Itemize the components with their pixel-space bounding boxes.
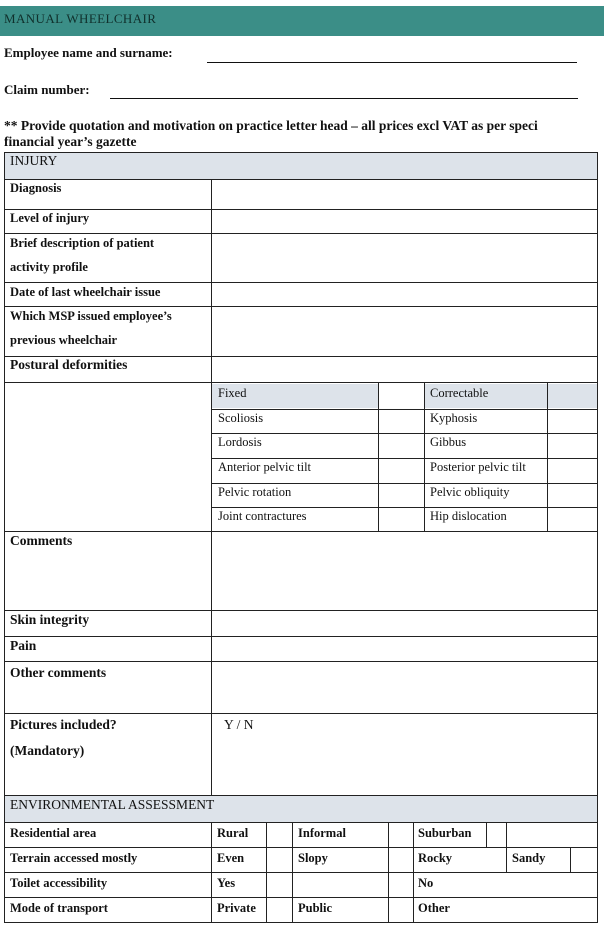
- toilet-yes-check[interactable]: [267, 873, 291, 896]
- quotation-note-line2: financial year’s gazette: [4, 134, 137, 149]
- postural-deformities-label: Postural deformities: [10, 357, 128, 372]
- level-of-injury-label: Level of injury: [10, 211, 90, 225]
- correctable-hip-dislocation-check[interactable]: [549, 508, 596, 530]
- toilet-accessibility-label: Toilet accessibility: [10, 876, 108, 890]
- correctable-posterior-pelvic-tilt-check[interactable]: [549, 459, 596, 482]
- correctable-gibbus-check[interactable]: [549, 434, 596, 457]
- comments-label: Comments: [10, 533, 73, 548]
- employee-name-field[interactable]: [207, 62, 577, 63]
- correctable-hip-dislocation: Hip dislocation: [430, 509, 507, 523]
- pain-label: Pain: [10, 638, 37, 653]
- level-of-injury-field[interactable]: [212, 210, 596, 232]
- fixed-anterior-pelvic-tilt: Anterior pelvic tilt: [218, 460, 312, 474]
- skin-integrity-label: Skin integrity: [10, 612, 90, 627]
- transport-other: Other: [418, 901, 450, 915]
- previous-msp-label-line1: Which MSP issued employee’s: [10, 309, 172, 323]
- terrain-sandy-check[interactable]: [571, 848, 596, 871]
- quotation-note-line1: ** Provide quotation and motivation on practice letter head – all prices excl VAT as per speci: [4, 118, 538, 133]
- transport-other-field[interactable]: [487, 898, 596, 921]
- residential-rural-check[interactable]: [267, 823, 291, 846]
- terrain-even-check[interactable]: [267, 848, 291, 871]
- injury-section-header: [5, 152, 597, 179]
- terrain-rocky-check[interactable]: [487, 848, 505, 871]
- other-comments-label: Other comments: [10, 665, 107, 680]
- correctable-kyphosis-check[interactable]: [549, 410, 596, 432]
- claim-number-field[interactable]: [110, 98, 578, 99]
- correctable-kyphosis: Kyphosis: [430, 411, 478, 425]
- transport-private-check[interactable]: [267, 898, 291, 921]
- residential-rural: Rural: [217, 826, 249, 840]
- pictures-yes-no[interactable]: Y / N: [224, 717, 254, 732]
- mode-of-transport-label: Mode of transport: [10, 901, 108, 915]
- transport-private: Private: [217, 901, 256, 915]
- fixed-header: Fixed: [218, 386, 247, 400]
- residential-suburban: Suburban: [418, 826, 472, 840]
- last-wheelchair-issue-label: Date of last wheelchair issue: [10, 285, 161, 299]
- fixed-scoliosis-check[interactable]: [380, 410, 423, 432]
- residential-informal-check[interactable]: [389, 823, 412, 846]
- claim-number-label: Claim number:: [4, 82, 90, 97]
- diagnosis-label: Diagnosis: [10, 181, 62, 195]
- previous-msp-label-line2: previous wheelchair: [10, 333, 118, 347]
- fixed-joint-contractures: Joint contractures: [218, 509, 307, 523]
- last-wheelchair-issue-field[interactable]: [212, 283, 596, 305]
- transport-public-check[interactable]: [389, 898, 412, 921]
- fixed-joint-contractures-check[interactable]: [380, 508, 423, 530]
- pain-field[interactable]: [212, 637, 596, 660]
- fixed-lordosis-check[interactable]: [380, 434, 423, 457]
- correctable-header: Correctable: [430, 386, 489, 400]
- fixed-lordosis: Lordosis: [218, 435, 262, 449]
- diagnosis-field[interactable]: [212, 180, 596, 208]
- previous-msp-field[interactable]: [212, 307, 596, 355]
- fixed-scoliosis: Scoliosis: [218, 411, 264, 425]
- terrain-label: Terrain accessed mostly: [10, 851, 138, 865]
- injury-section-title: INJURY: [10, 153, 58, 168]
- transport-public: Public: [298, 901, 333, 915]
- other-comments-field[interactable]: [212, 662, 596, 712]
- toilet-yes: Yes: [217, 876, 236, 890]
- activity-profile-label-line1: Brief description of patient: [10, 236, 155, 250]
- terrain-slopy: Slopy: [298, 851, 328, 865]
- terrain-slopy-check[interactable]: [389, 848, 412, 871]
- residential-informal: Informal: [298, 826, 346, 840]
- correctable-pelvic-obliquity: Pelvic obliquity: [430, 485, 510, 499]
- terrain-even: Even: [217, 851, 245, 865]
- correctable-pelvic-obliquity-check[interactable]: [549, 484, 596, 506]
- terrain-rocky: Rocky: [418, 851, 453, 865]
- residential-area-label: Residential area: [10, 826, 97, 840]
- environment-section-title: ENVIRONMENTAL ASSESSMENT: [10, 797, 215, 812]
- employee-name-label: Employee name and surname:: [4, 45, 173, 60]
- correctable-posterior-pelvic-tilt: Posterior pelvic tilt: [430, 460, 526, 474]
- form-title: MANUAL WHEELCHAIR: [4, 11, 157, 26]
- activity-profile-label-line2: activity profile: [10, 260, 88, 274]
- fixed-pelvic-rotation: Pelvic rotation: [218, 485, 292, 499]
- fixed-pelvic-rotation-check[interactable]: [380, 484, 423, 506]
- pictures-included-label: Pictures included?: [10, 717, 117, 732]
- skin-integrity-field[interactable]: [212, 611, 596, 635]
- fixed-anterior-pelvic-tilt-check[interactable]: [380, 459, 423, 482]
- residential-suburban-check[interactable]: [487, 823, 505, 846]
- pictures-mandatory-label: (Mandatory): [10, 743, 85, 758]
- terrain-sandy: Sandy: [512, 851, 546, 865]
- activity-profile-field[interactable]: [212, 234, 596, 281]
- toilet-no: No: [418, 876, 434, 890]
- comments-field[interactable]: [212, 532, 596, 609]
- toilet-no-check[interactable]: [389, 873, 412, 896]
- correctable-gibbus: Gibbus: [430, 435, 467, 449]
